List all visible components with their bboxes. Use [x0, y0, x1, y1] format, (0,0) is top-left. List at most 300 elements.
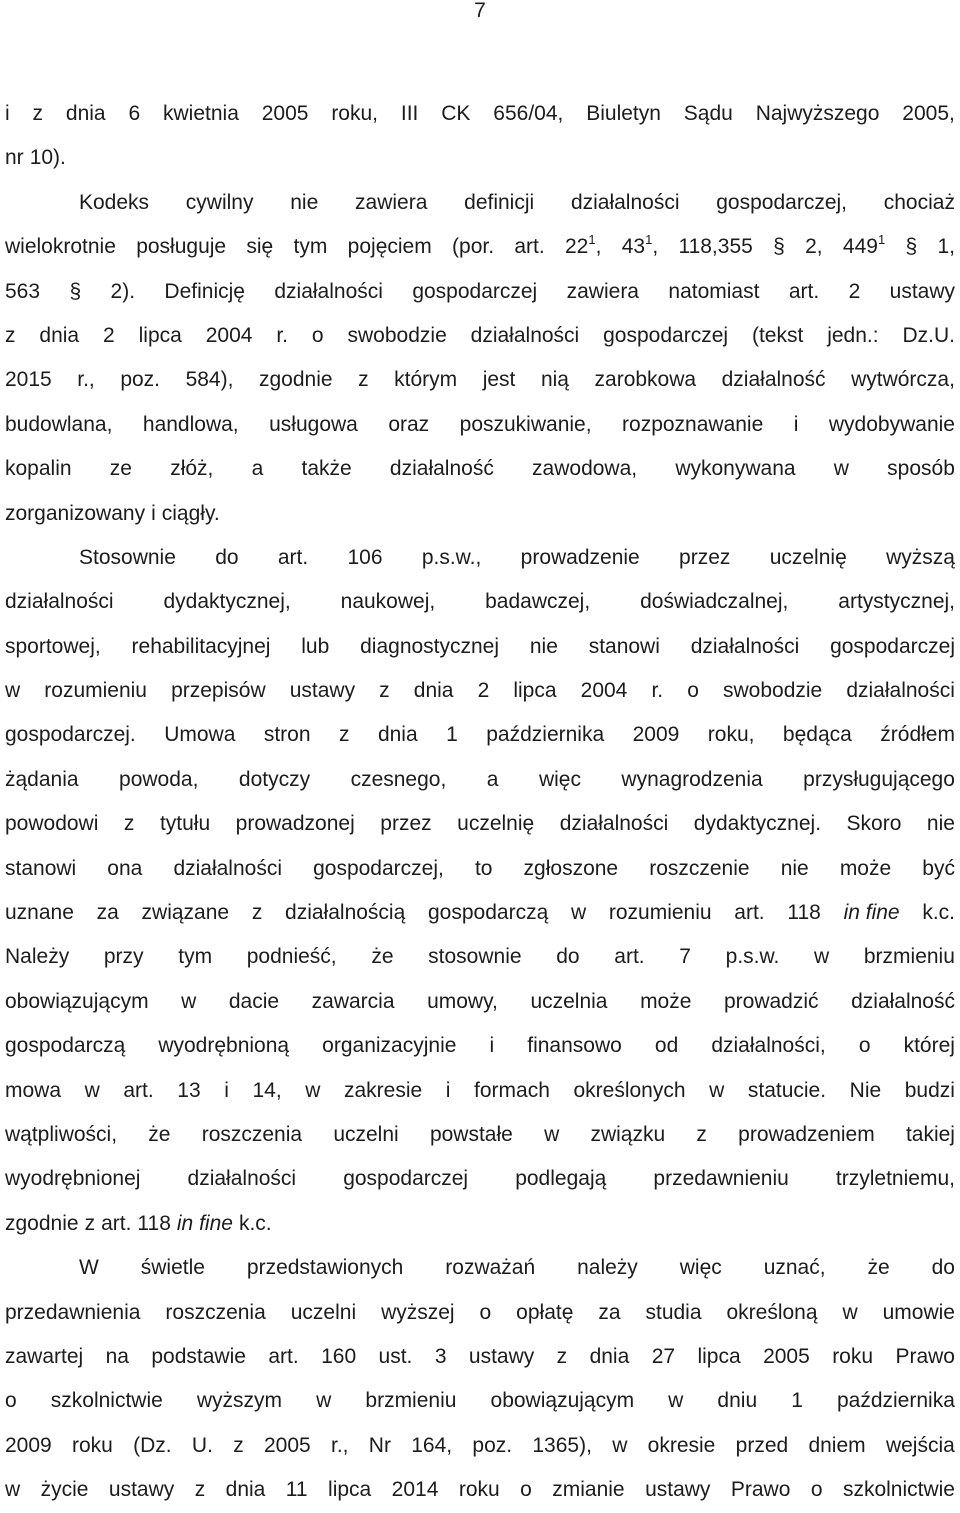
- word: w: [316, 1389, 332, 1413]
- word: in fine: [843, 901, 900, 925]
- word: nie: [290, 190, 319, 214]
- word: w: [5, 679, 21, 703]
- word: że: [148, 1122, 171, 1146]
- word: 2004: [205, 323, 253, 347]
- text-line: [5, 1424, 955, 1468]
- word: swobodzie: [347, 323, 447, 347]
- word: dnia: [65, 102, 106, 125]
- word: gospodarczej: [412, 279, 538, 303]
- word: przepisów: [171, 679, 266, 703]
- word: 2).: [110, 279, 136, 303]
- word: sposób: [887, 457, 955, 481]
- word: z: [358, 368, 369, 392]
- word: w: [668, 1389, 684, 1413]
- word: i: [793, 412, 799, 436]
- word: nr: [5, 146, 24, 170]
- word: więc: [538, 767, 581, 791]
- word: 106: [347, 545, 383, 569]
- word: w: [612, 1433, 628, 1457]
- word: do: [215, 545, 239, 569]
- word: 2009: [632, 723, 680, 747]
- word: zawiera: [566, 279, 639, 303]
- word: stron: [263, 723, 311, 747]
- word: §: [905, 235, 918, 259]
- text-line: [5, 980, 955, 1024]
- word: więc: [679, 1256, 722, 1280]
- word: wyższej: [381, 1300, 455, 1324]
- word: powoda,: [119, 767, 199, 791]
- word: tym: [178, 945, 213, 969]
- word: ze: [109, 457, 132, 481]
- word: należy: [577, 1256, 638, 1280]
- word: r.: [276, 323, 289, 347]
- word: diagnostycznej: [360, 634, 500, 658]
- word: 14,: [252, 1078, 282, 1102]
- text-line: [5, 625, 955, 669]
- word: Definicję: [164, 279, 245, 303]
- word: k.c.: [238, 1211, 272, 1235]
- word: uczelnię: [769, 545, 847, 569]
- word: wątpliwości,: [5, 1122, 118, 1146]
- word: ona: [107, 856, 143, 880]
- word: że: [867, 1256, 890, 1280]
- word: przysługującego: [803, 767, 955, 791]
- word: roku: [832, 1344, 874, 1368]
- word: zawarcia: [311, 989, 395, 1013]
- word: o: [479, 1300, 492, 1324]
- text-line: [5, 669, 955, 713]
- word: działalność: [721, 368, 826, 392]
- word: przez: [679, 545, 731, 569]
- word: Nr: [368, 1433, 391, 1457]
- word: świetle: [140, 1256, 205, 1280]
- word: dnia: [39, 323, 80, 347]
- word: p.s.w.: [725, 945, 780, 969]
- word: opłatę: [516, 1300, 574, 1324]
- word: wykonywana: [675, 457, 796, 481]
- word: dniem: [808, 1433, 866, 1457]
- word: w: [84, 1078, 100, 1102]
- word: gospodarczej: [343, 1167, 469, 1191]
- word: może: [640, 989, 692, 1013]
- word: działalności: [570, 190, 680, 214]
- word: poz.: [120, 368, 161, 392]
- word: gospodarczą: [5, 1034, 126, 1058]
- word: ustawy: [889, 279, 955, 303]
- word: działalności: [274, 279, 383, 303]
- word: czesnego,: [350, 767, 447, 791]
- word: obowiązującym: [490, 1389, 635, 1413]
- text-line: [5, 270, 955, 314]
- word: Sądu: [683, 102, 733, 125]
- word: 584),: [185, 368, 234, 392]
- word: 1: [791, 1389, 803, 1413]
- word: art.: [123, 1078, 154, 1102]
- word: działalności: [187, 1167, 297, 1191]
- text-line: [5, 225, 955, 269]
- word: dniu: [717, 1389, 758, 1413]
- word: 2: [103, 323, 115, 347]
- word: zawiera: [355, 190, 428, 214]
- word: brzmieniu: [365, 1389, 457, 1413]
- word: $449^1$: [842, 232, 886, 259]
- word: działalność: [851, 989, 955, 1013]
- word: roszczenia: [165, 1300, 266, 1324]
- word: działalności,: [711, 1034, 826, 1058]
- word: szkolnictwie: [50, 1389, 163, 1413]
- word: gospodarczej,: [313, 856, 444, 880]
- word: źródłem: [880, 723, 955, 747]
- word: okresie: [647, 1433, 716, 1457]
- word: będąca: [782, 723, 852, 747]
- word: 2009: [5, 1433, 52, 1457]
- word: ciągły.: [161, 501, 220, 525]
- word: 1,: [937, 235, 955, 259]
- word: 2: [477, 679, 490, 703]
- word: 118: [787, 901, 821, 925]
- word: działalność: [389, 457, 494, 481]
- word: cywilny: [185, 190, 254, 214]
- word: in fine: [176, 1211, 233, 1235]
- word: podnieść,: [246, 945, 337, 969]
- word: tytułu: [159, 812, 211, 836]
- word: sportowej,: [5, 634, 101, 658]
- word: mowa: [5, 1078, 62, 1102]
- word: 2015: [5, 368, 52, 392]
- word: statucie.: [747, 1078, 827, 1102]
- word: roku: [458, 1478, 500, 1502]
- word: działalności: [470, 323, 580, 347]
- word: działalności: [5, 590, 114, 614]
- word: przedstawionych: [246, 1256, 404, 1280]
- word: 118,355: [678, 235, 753, 259]
- text-line: [5, 1113, 955, 1157]
- word: Prawo: [895, 1344, 955, 1368]
- word: 13: [177, 1078, 201, 1102]
- word: i: [489, 1034, 495, 1058]
- word: umowie: [882, 1300, 955, 1324]
- word: poszukiwanie,: [459, 412, 592, 436]
- word: podlegają: [515, 1167, 607, 1191]
- word: roszczenia: [201, 1122, 303, 1146]
- word: r.,: [330, 1433, 349, 1457]
- word: wyższą: [886, 545, 955, 569]
- word: zarobkowa: [594, 368, 697, 392]
- word: że: [371, 945, 394, 969]
- word: się: [246, 235, 274, 259]
- word: związku: [590, 1122, 666, 1146]
- word: Dz.U.: [902, 323, 955, 347]
- page-number: 7: [474, 0, 486, 22]
- word: kwietnia: [163, 102, 239, 125]
- word: jest: [482, 368, 516, 392]
- word: dnia: [413, 679, 454, 703]
- word: powodowi: [5, 812, 99, 836]
- word: rozpoznawanie: [622, 412, 764, 436]
- word: natomiast: [668, 279, 760, 303]
- word: roku,: [331, 102, 378, 125]
- word: ustawy: [645, 1478, 711, 1502]
- word: r.: [651, 679, 664, 703]
- word: a: [251, 457, 264, 481]
- word: którym: [394, 368, 458, 392]
- word: na: [105, 1344, 129, 1368]
- word: budowlana,: [5, 412, 113, 436]
- text-line: [5, 1246, 955, 1290]
- word: prowadzenie: [520, 545, 640, 569]
- text-line: [5, 1335, 955, 1379]
- word: 11: [285, 1478, 308, 1502]
- word: z: [84, 1211, 96, 1235]
- word: art.: [788, 279, 820, 303]
- word: nią: [540, 368, 569, 392]
- word: artystycznej,: [838, 590, 955, 614]
- word: 2004: [580, 679, 628, 703]
- word: października: [486, 723, 605, 747]
- word: dnia: [377, 723, 418, 747]
- word: 2005: [763, 1344, 810, 1368]
- word: prowadzeniem: [738, 1122, 875, 1146]
- word: życie: [40, 1478, 89, 1502]
- text-line: [5, 536, 955, 580]
- word: chociaż: [883, 190, 955, 214]
- text-line: [5, 1157, 955, 1201]
- word: prowadzonej: [235, 812, 355, 836]
- word: ust.: [378, 1344, 413, 1368]
- word: z: [379, 679, 390, 703]
- word: tym: [293, 235, 328, 259]
- word: zakresie: [344, 1078, 423, 1102]
- word: wynagrodzenia: [621, 767, 763, 791]
- word: ustawy: [289, 679, 356, 703]
- word: stanowi: [588, 634, 660, 658]
- word: art.: [734, 901, 765, 925]
- word: organizacyjnie: [322, 1034, 457, 1058]
- word: art.: [614, 945, 645, 969]
- word: w: [544, 1122, 560, 1146]
- word: obowiązującym: [5, 989, 149, 1013]
- word: o: [858, 1034, 871, 1058]
- word: i: [224, 1078, 229, 1102]
- text-line: [5, 713, 955, 757]
- word: Biuletyn: [586, 102, 661, 125]
- word: ustawy: [108, 1478, 175, 1502]
- word: października: [836, 1389, 955, 1413]
- word: studia: [645, 1300, 702, 1324]
- word: rozumieniu: [608, 901, 712, 925]
- word: doświadczalnej,: [640, 590, 789, 614]
- word: naukowej,: [340, 590, 436, 614]
- text-line: [5, 136, 955, 180]
- word: także: [301, 457, 352, 481]
- word: badawczej,: [485, 590, 591, 614]
- word: z: [696, 1122, 707, 1146]
- word: dnia: [225, 1478, 266, 1502]
- word: nie: [780, 856, 809, 880]
- word: 6: [128, 102, 141, 125]
- word: działalności: [846, 679, 955, 703]
- word: stanowi: [5, 856, 77, 880]
- word: (Dz.: [133, 1433, 172, 1457]
- word: usługowa: [269, 412, 358, 436]
- word: Należy: [5, 945, 70, 969]
- word: w: [181, 989, 197, 1013]
- word: z: [5, 323, 16, 347]
- word: w: [709, 1078, 725, 1102]
- word: uczelnia: [530, 989, 608, 1013]
- word: wielokrotnie: [5, 235, 116, 259]
- word: żądania: [5, 767, 79, 791]
- word: z: [32, 102, 44, 125]
- text-line: [5, 758, 955, 802]
- word: 164,: [411, 1433, 453, 1457]
- word: roku,: [707, 723, 755, 747]
- word: Skoro: [846, 812, 902, 836]
- word: dydaktycznej.: [693, 812, 822, 836]
- word: w: [305, 1078, 321, 1102]
- word: art.: [268, 1344, 299, 1368]
- word: z: [338, 723, 350, 747]
- word: działalności: [173, 856, 282, 880]
- word: takiej: [905, 1122, 955, 1146]
- word: lipca: [138, 323, 182, 347]
- word: brzmieniu: [863, 945, 955, 969]
- word: działalnością: [285, 901, 406, 925]
- word: za: [96, 901, 119, 925]
- word: działalności: [559, 812, 669, 836]
- word: rehabilitacyjnej: [131, 634, 271, 658]
- word: przy: [103, 945, 144, 969]
- word: do: [931, 1256, 955, 1280]
- word: zorganizowany: [5, 501, 146, 525]
- word: a: [486, 767, 499, 791]
- word: zmianie: [552, 1478, 625, 1502]
- text-line: [5, 314, 955, 358]
- word: nie: [529, 634, 558, 658]
- word: roszczenie: [649, 856, 750, 880]
- word: z: [251, 901, 263, 925]
- word: gospodarczej: [830, 634, 955, 658]
- word: uznane: [5, 901, 74, 925]
- word: zgodnie: [5, 1211, 79, 1235]
- word: gospodarczej,: [716, 190, 847, 214]
- word: W: [79, 1256, 99, 1280]
- word: za: [598, 1300, 621, 1324]
- word: w: [814, 945, 830, 969]
- word: CK: [441, 102, 471, 125]
- word: stosownie: [428, 945, 522, 969]
- text-line: [5, 492, 955, 536]
- word: o: [520, 1478, 532, 1502]
- text-line: [5, 1379, 955, 1423]
- word: Najwyższego: [755, 102, 880, 125]
- word: może: [839, 856, 892, 880]
- word: której: [903, 1034, 955, 1058]
- word: lub: [301, 634, 330, 658]
- word: 2014: [391, 1478, 439, 1502]
- word: przedawnieniu: [653, 1167, 789, 1191]
- word: z: [123, 812, 135, 836]
- word: U.: [191, 1433, 213, 1457]
- text-line: [5, 1202, 955, 1246]
- word: dnia: [589, 1344, 630, 1368]
- word: wytwórcza,: [851, 368, 955, 392]
- word: wyodrębnionej: [5, 1167, 141, 1191]
- word: z: [233, 1433, 244, 1457]
- word: umowy,: [427, 989, 498, 1013]
- word: z: [556, 1344, 568, 1368]
- word: handlowa,: [142, 412, 239, 436]
- word: 656/04,: [493, 102, 564, 125]
- word: 1: [446, 723, 458, 747]
- word: (por.: [452, 235, 495, 259]
- word: dotyczy: [238, 767, 311, 791]
- word: rozumieniu: [44, 679, 147, 703]
- word: 2: [848, 279, 861, 303]
- word: uczelni: [290, 1300, 357, 1324]
- word: w: [5, 1478, 21, 1502]
- word: od: [654, 1034, 679, 1058]
- word: być: [922, 856, 955, 880]
- word: lipca: [697, 1344, 741, 1368]
- word: wyższym: [196, 1389, 283, 1413]
- word: art.: [101, 1211, 132, 1235]
- word: roku: [72, 1433, 113, 1457]
- word: k.c.: [922, 901, 955, 925]
- text-line: [5, 891, 955, 935]
- word: szkolnictwie: [842, 1478, 955, 1502]
- word: 10).: [29, 146, 66, 170]
- word: budzi: [904, 1078, 955, 1102]
- word: 2,: [805, 235, 823, 259]
- text-line: [5, 447, 955, 491]
- text-line: [5, 1468, 955, 1512]
- word: (tekst: [751, 323, 804, 347]
- text-line: [5, 92, 955, 136]
- text-line: [5, 802, 955, 846]
- word: o: [311, 323, 324, 347]
- word: dacie: [228, 989, 280, 1013]
- word: wyodrębnioną: [158, 1034, 290, 1058]
- word: 3: [434, 1344, 447, 1368]
- word: przez: [380, 812, 432, 836]
- word: uczelni: [333, 1122, 399, 1146]
- word: 1365),: [532, 1433, 592, 1457]
- text-line: [5, 403, 955, 447]
- word: 118: [137, 1211, 171, 1235]
- word: związane: [141, 901, 230, 925]
- word: przedawnienia: [5, 1300, 141, 1324]
- word: zawartej: [5, 1344, 84, 1368]
- word: określoną: [726, 1300, 818, 1324]
- word: art.: [277, 545, 309, 569]
- word: pojęciem: [347, 235, 432, 259]
- word: i: [5, 102, 10, 125]
- word: lipca: [328, 1478, 372, 1502]
- word: $22^1$,: [564, 232, 602, 259]
- word: posługuje: [136, 235, 227, 259]
- word: i: [445, 1078, 451, 1102]
- word: do: [556, 945, 580, 969]
- word: ustawy: [468, 1344, 535, 1368]
- text-line: [5, 847, 955, 891]
- word: zgodnie: [259, 368, 333, 392]
- word: dydaktycznej,: [163, 590, 291, 614]
- word: lipca: [513, 679, 557, 703]
- word: Umowa: [164, 723, 236, 747]
- word: §: [69, 279, 82, 303]
- text-line: [5, 580, 955, 624]
